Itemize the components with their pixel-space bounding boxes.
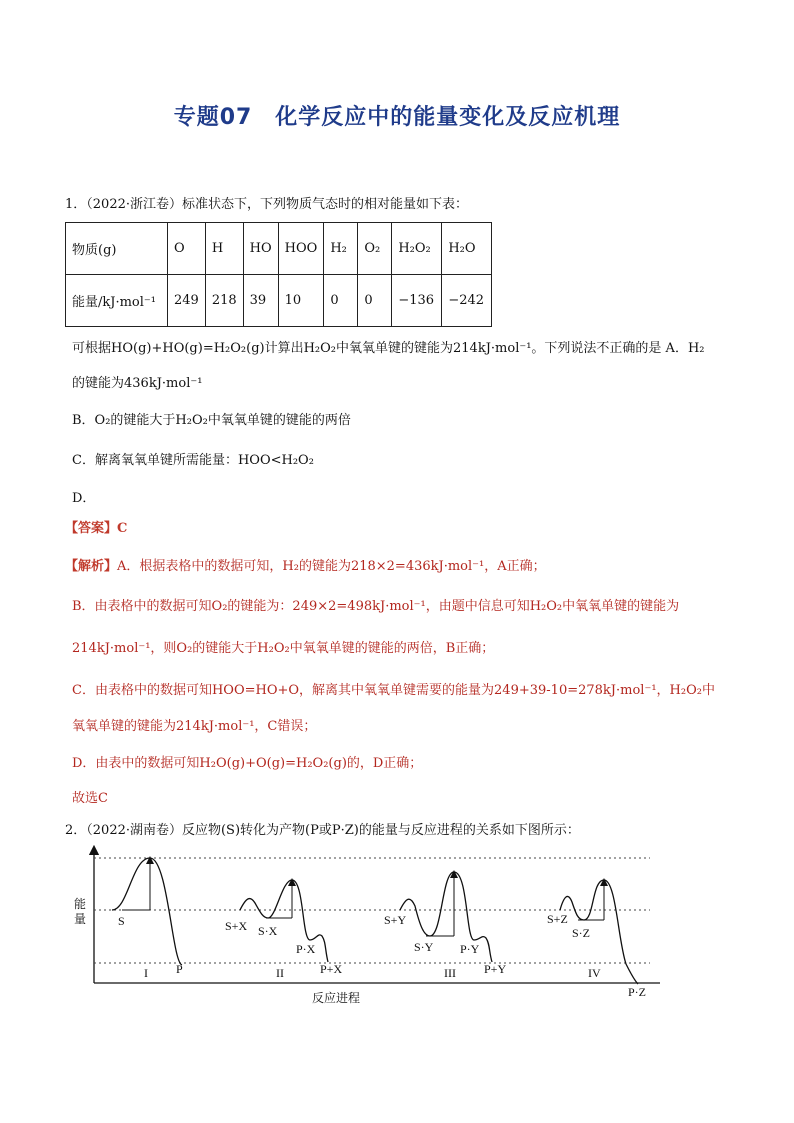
q1-line2: 的键能为436kJ·mol⁻¹ bbox=[72, 376, 203, 391]
table-cell: O₂ bbox=[358, 223, 392, 275]
q1-option-c: C．解离氧氧单键所需能量：HOO<H₂O₂ bbox=[72, 453, 314, 468]
label-P·X: P·X bbox=[296, 942, 316, 956]
analysis-a-line bbox=[65, 558, 546, 576]
conclusion: 故选C bbox=[72, 791, 108, 806]
table-cell: −136 bbox=[392, 275, 442, 327]
table-cell: O bbox=[168, 223, 206, 275]
curve-path-I bbox=[112, 858, 182, 965]
table-cell: HO bbox=[243, 223, 278, 275]
label-S+X: S+X bbox=[225, 919, 248, 933]
table-cell: H₂ bbox=[324, 223, 358, 275]
energy-table bbox=[65, 222, 492, 327]
table-cell: H bbox=[205, 223, 243, 275]
label-P+Y: P+Y bbox=[484, 962, 507, 976]
table-cell: HOO bbox=[278, 223, 324, 275]
panel-roman-IV: IV bbox=[588, 966, 601, 980]
table-cell: 0 bbox=[324, 275, 358, 327]
label-P·Z: P·Z bbox=[628, 985, 646, 999]
y-axis-label: 能量 bbox=[74, 897, 87, 926]
analysis-b2: 214kJ·mol⁻¹，则O₂的键能大于H₂O₂中氧氧单键的键能的两倍，B正确； bbox=[72, 641, 495, 656]
label-P+X: P+X bbox=[320, 962, 343, 976]
q1-stem: 1．（2022·浙江卷）标准状态下，下列物质气态时的相对能量如下表： bbox=[65, 197, 468, 212]
q1-line1: 可根据HO(g)+HO(g)=H₂O₂(g)计算出H₂O₂中氧氧单键的键能为214kJ·mol⁻¹。下列说法不正确的是 A．H₂ bbox=[72, 341, 705, 356]
table-cell: 0 bbox=[358, 275, 392, 327]
q1-option-d: D． bbox=[72, 491, 96, 506]
table-cell: 218 bbox=[205, 275, 243, 327]
table-cell: H₂O bbox=[442, 223, 492, 275]
analysis-d: D．由表中的数据可知H₂O(g)+O(g)=H₂O₂(g)的，D正确； bbox=[72, 756, 423, 771]
table-cell: H₂O₂ bbox=[392, 223, 442, 275]
table-row bbox=[66, 275, 492, 327]
label-P: P bbox=[176, 962, 183, 976]
label-S+Z: S+Z bbox=[547, 912, 568, 926]
panel-roman-II: II bbox=[276, 966, 284, 980]
answer-label: 【答案】 bbox=[65, 521, 118, 536]
label-S+Y: S+Y bbox=[384, 913, 407, 927]
analysis-c1: C．由表格中的数据可知HOO=HO+O，解离其中氧氧单键需要的能量为249+39-10=278kJ·mol⁻¹，H₂O₂中 bbox=[72, 683, 715, 698]
panel-roman-III: III bbox=[444, 966, 456, 980]
answer-line bbox=[65, 520, 127, 538]
label-S·Z: S·Z bbox=[572, 926, 590, 940]
answer-value: C bbox=[117, 521, 128, 536]
label-S·Y: S·Y bbox=[414, 940, 434, 954]
label-P·Y: P·Y bbox=[460, 942, 480, 956]
page-title: 专题07 化学反应中的能量变化及反应机理 bbox=[173, 105, 621, 130]
analysis-c2: 氧氧单键的键能为214kJ·mol⁻¹，C错误； bbox=[72, 719, 317, 734]
analysis-a: A．根据表格中的数据可知，H₂的键能为218×2=436kJ·mol⁻¹，A正确； bbox=[117, 559, 546, 574]
analysis-label: 【解析】 bbox=[65, 559, 118, 574]
table-cell: −242 bbox=[442, 275, 492, 327]
table-cell: 39 bbox=[243, 275, 278, 327]
energy-profile-diagram bbox=[70, 840, 670, 1015]
analysis-b1: B．由表格中的数据可知O₂的键能为：249×2=498kJ·mol⁻¹，由题中信息可知H₂O₂中氧氧单键的键能为 bbox=[72, 599, 680, 614]
table-header-row bbox=[66, 223, 492, 275]
panel-roman-I: I bbox=[144, 966, 148, 980]
table-header-label: 物质(g) bbox=[66, 223, 168, 275]
q1-option-b: B．O₂的键能大于H₂O₂中氧氧单键的键能的两倍 bbox=[72, 413, 351, 428]
table-cell: 10 bbox=[278, 275, 324, 327]
label-S·X: S·X bbox=[258, 924, 278, 938]
label-S: S bbox=[118, 914, 125, 928]
x-axis-label: 反应进程 bbox=[312, 991, 361, 1005]
table-cell: 249 bbox=[168, 275, 206, 327]
q2-stem: 2．（2022·湖南卷）反应物(S)转化为产物(P或P·Z)的能量与反应进程的关系如下图所示： bbox=[65, 823, 580, 838]
table-row-label: 能量/kJ·mol⁻¹ bbox=[66, 275, 168, 327]
